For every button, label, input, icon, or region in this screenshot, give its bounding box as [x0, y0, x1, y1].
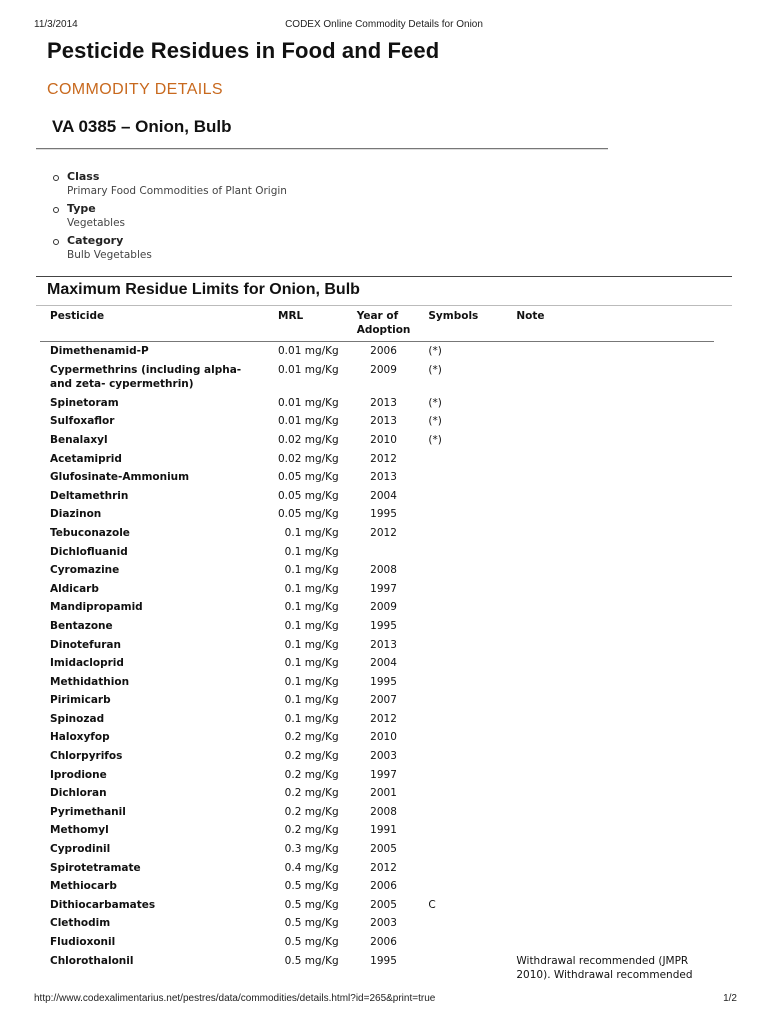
symbols-cell: (*) [428, 396, 442, 409]
note-cell [506, 487, 714, 506]
pesticide-cell: Spirotetramate [50, 861, 141, 874]
mrl-cell: 0.5 mg/Kg [284, 898, 339, 911]
symbols-cell [418, 933, 506, 952]
table-row [40, 342, 714, 361]
mrl-cell: 0.01 mg/Kg [278, 363, 339, 376]
detail-value: Primary Food Commodities of Plant Origin [67, 185, 287, 197]
table-row [40, 784, 714, 803]
note-cell [506, 654, 714, 673]
table-header-row [40, 306, 714, 342]
symbols-cell [418, 598, 506, 617]
mrl-cell: 0.2 mg/Kg [284, 787, 339, 800]
pesticide-cell: Cyromazine [50, 564, 120, 577]
note-cell [506, 840, 714, 859]
column-header-mrl: MRL [268, 306, 347, 342]
table-row [40, 933, 714, 952]
symbols-cell [418, 728, 506, 747]
year-cell: 1995 [370, 675, 397, 688]
table-row [40, 728, 714, 747]
table-row [40, 487, 714, 506]
mrl-cell: 0.5 mg/Kg [284, 917, 339, 930]
table-row [40, 710, 714, 729]
mrl-cell: 0.3 mg/Kg [284, 843, 339, 856]
year-cell: 1991 [370, 824, 397, 837]
pesticide-cell: Chlorpyrifos [50, 750, 123, 763]
symbols-cell [418, 747, 506, 766]
symbols-cell: (*) [428, 363, 442, 376]
year-cell: 1995 [370, 954, 397, 967]
note-cell [506, 710, 714, 729]
year-cell: 2012 [370, 526, 397, 539]
detail-item-type [50, 201, 287, 230]
note-cell [506, 561, 714, 580]
pesticide-cell: Fludioxonil [50, 936, 116, 948]
symbols-cell [418, 840, 506, 859]
symbols-cell [418, 487, 506, 506]
mrl-cell: 0.5 mg/Kg [284, 880, 339, 893]
pesticide-cell: Sulfoxaflor [50, 415, 115, 428]
mrl-cell: 0.02 mg/Kg [278, 452, 339, 465]
pesticide-cell: Dinotefuran [50, 638, 121, 651]
table-row [40, 524, 714, 543]
symbols-cell [418, 914, 506, 933]
table-row [40, 617, 714, 636]
table-row [40, 431, 714, 450]
pesticide-cell: Dimethenamid-P [50, 345, 149, 357]
detail-item-category [50, 233, 287, 262]
note-cell [506, 784, 714, 803]
note-cell [506, 636, 714, 655]
mrl-cell: 0.1 mg/Kg [284, 694, 339, 707]
table-row [40, 636, 714, 655]
column-header-note: Note [506, 306, 714, 342]
note-cell [506, 803, 714, 822]
pesticide-cell: Imidacloprid [50, 657, 124, 670]
pesticide-cell: Methiocarb [50, 880, 117, 893]
pesticide-cell: Spinozad [50, 712, 105, 725]
table-row [40, 543, 714, 562]
note-cell [506, 543, 714, 562]
note-cell [506, 933, 714, 952]
pesticide-cell: Bentazone [50, 619, 113, 632]
mrl-cell: 0.01 mg/Kg [278, 396, 339, 409]
mrl-table [40, 306, 714, 985]
print-url: http://www.codexalimentarius.net/pestres/data/commodities/details.html?id=265&print=true [34, 993, 436, 1004]
note-cell [506, 598, 714, 617]
year-cell: 2007 [370, 694, 397, 707]
note-cell [506, 747, 714, 766]
mrl-cell: 0.2 mg/Kg [284, 768, 339, 781]
year-cell: 2013 [370, 415, 397, 428]
symbols-cell [418, 617, 506, 636]
detail-term: Category [67, 234, 124, 247]
year-cell: 2009 [370, 363, 397, 376]
table-row [40, 803, 714, 822]
pesticide-cell: Haloxyfop [50, 731, 110, 744]
pesticide-cell: Dichloran [50, 787, 107, 800]
year-cell: 1995 [370, 619, 397, 632]
commodity-details-list [50, 169, 287, 265]
year-cell: 2012 [370, 861, 397, 874]
table-row [40, 450, 714, 469]
mrl-cell: 0.1 mg/Kg [284, 601, 339, 614]
pesticide-cell: Tebuconazole [50, 526, 130, 539]
note-cell [506, 617, 714, 636]
pesticide-cell: Chlorothalonil [50, 954, 134, 967]
table-row [40, 394, 714, 413]
year-cell: 2006 [370, 880, 397, 893]
year-cell: 2003 [370, 750, 397, 763]
mrl-cell: 0.5 mg/Kg [284, 954, 339, 967]
pesticide-cell: Diazinon [50, 508, 102, 521]
pesticide-cell: Pirimicarb [50, 694, 111, 707]
symbols-cell [418, 784, 506, 803]
note-cell [506, 673, 714, 692]
mrl-cell: 0.05 mg/Kg [278, 508, 339, 521]
pesticide-cell: Pyrimethanil [50, 805, 126, 818]
note-cell [506, 412, 714, 431]
table-row [40, 747, 714, 766]
pesticide-cell: Glufosinate-Ammonium [50, 471, 190, 484]
mrl-cell: 0.1 mg/Kg [284, 564, 339, 577]
mrl-cell: 0.05 mg/Kg [278, 489, 339, 502]
note-cell [506, 859, 714, 878]
note-cell [506, 766, 714, 785]
symbols-cell [418, 710, 506, 729]
year-cell: 2004 [370, 657, 397, 670]
table-row [40, 914, 714, 933]
symbols-cell [418, 654, 506, 673]
year-cell: 2009 [370, 601, 397, 614]
mrl-cell: 0.1 mg/Kg [284, 619, 339, 632]
year-cell: 2013 [370, 638, 397, 651]
table-row [40, 952, 714, 985]
detail-value: Bulb Vegetables [67, 249, 152, 261]
mrl-cell: 0.2 mg/Kg [284, 731, 339, 744]
table-row [40, 840, 714, 859]
table-row [40, 598, 714, 617]
note-cell [506, 914, 714, 933]
mrl-cell: 0.1 mg/Kg [284, 712, 339, 725]
table-row [40, 766, 714, 785]
note-cell [506, 580, 714, 599]
symbols-cell [418, 543, 506, 562]
year-cell: 2005 [370, 843, 397, 856]
page-number: 1/2 [723, 993, 737, 1004]
mrl-cell: 0.2 mg/Kg [284, 805, 339, 818]
detail-item-class [50, 169, 287, 198]
note-cell [506, 877, 714, 896]
page-title: Pesticide Residues in Food and Feed [47, 38, 440, 63]
table-row [40, 859, 714, 878]
symbols-cell [418, 952, 506, 985]
symbols-cell [418, 766, 506, 785]
year-cell: 2001 [370, 787, 397, 800]
year-cell: 2008 [370, 805, 397, 818]
symbols-cell [418, 561, 506, 580]
year-cell: 2006 [370, 345, 397, 357]
year-cell: 2004 [370, 489, 397, 502]
mrl-cell: 0.4 mg/Kg [284, 861, 339, 874]
year-cell: 2010 [370, 731, 397, 744]
section-label: COMMODITY DETAILS [47, 81, 224, 98]
symbols-cell [418, 636, 506, 655]
pesticide-cell: Methidathion [50, 675, 130, 688]
table-row [40, 896, 714, 915]
note-cell: Withdrawal recommended (JMPR 2010). Withdrawal recommended [516, 954, 693, 982]
mrl-cell: 0.05 mg/Kg [278, 471, 339, 484]
symbols-cell [418, 859, 506, 878]
table-row [40, 673, 714, 692]
pesticide-cell: Dithiocarbamates [50, 898, 156, 911]
note-cell [506, 431, 714, 450]
pesticide-cell: Methomyl [50, 824, 109, 837]
year-cell: 2008 [370, 564, 397, 577]
note-cell [506, 524, 714, 543]
year-cell [347, 543, 419, 562]
mrl-section-title: Maximum Residue Limits for Onion, Bulb [47, 281, 360, 298]
symbols-cell [418, 505, 506, 524]
symbols-cell [418, 803, 506, 822]
symbols-cell: (*) [428, 345, 442, 357]
table-row [40, 505, 714, 524]
symbols-cell [418, 821, 506, 840]
print-document-title: CODEX Online Commodity Details for Onion [285, 19, 483, 30]
year-cell: 2003 [370, 917, 397, 930]
table-row [40, 580, 714, 599]
detail-term: Class [67, 170, 100, 183]
detail-term: Type [67, 202, 96, 215]
symbols-cell [418, 450, 506, 469]
mrl-cell: 0.1 mg/Kg [284, 582, 339, 595]
note-cell [506, 450, 714, 469]
year-cell: 2005 [370, 898, 397, 911]
pesticide-cell: Dichlofluanid [50, 545, 128, 558]
table-row [40, 468, 714, 487]
table-row [40, 412, 714, 431]
year-cell: 2013 [370, 471, 397, 484]
note-cell [506, 342, 714, 361]
commodity-title: VA 0385 – Onion, Bulb [52, 117, 232, 136]
table-row [40, 877, 714, 896]
pesticide-cell: Benalaxyl [50, 433, 108, 446]
column-header-symbols: Symbols [418, 306, 506, 342]
mrl-cell: 0.5 mg/Kg [284, 936, 339, 948]
mrl-cell: 0.1 mg/Kg [284, 526, 339, 539]
note-cell [506, 896, 714, 915]
table-row [40, 561, 714, 580]
column-header-year: Year of Adoption [347, 306, 419, 342]
pesticide-cell: Aldicarb [50, 582, 99, 595]
year-cell: 2013 [370, 396, 397, 409]
print-date: 11/3/2014 [34, 19, 78, 30]
table-row [40, 691, 714, 710]
pesticide-cell: Acetamiprid [50, 452, 122, 465]
mrl-cell: 0.01 mg/Kg [278, 345, 339, 357]
symbols-cell [418, 673, 506, 692]
mrl-cell: 0.2 mg/Kg [284, 750, 339, 763]
note-cell [506, 691, 714, 710]
symbols-cell [418, 877, 506, 896]
year-cell: 2012 [370, 452, 397, 465]
pesticide-cell: Cypermethrins (including alpha- and zeta- cypermethrin) [50, 363, 242, 391]
year-cell: 1995 [370, 508, 397, 521]
symbols-cell: (*) [428, 415, 442, 428]
note-cell [506, 505, 714, 524]
pesticide-cell: Cyprodinil [50, 843, 111, 856]
table-row [40, 361, 714, 394]
note-cell [506, 468, 714, 487]
symbols-cell [418, 580, 506, 599]
pesticide-cell: Deltamethrin [50, 489, 129, 502]
year-cell: 1997 [370, 582, 397, 595]
table-row [40, 654, 714, 673]
pesticide-cell: Mandipropamid [50, 601, 143, 614]
mrl-cell: 0.02 mg/Kg [278, 433, 339, 446]
pesticide-cell: Spinetoram [50, 396, 119, 409]
symbols-cell: C [428, 898, 436, 911]
symbols-cell [418, 524, 506, 543]
year-cell: 1997 [370, 768, 397, 781]
pesticide-cell: Clethodim [50, 917, 111, 930]
note-cell [506, 728, 714, 747]
symbols-cell [418, 468, 506, 487]
mrl-cell: 0.1 mg/Kg [284, 657, 339, 670]
detail-value: Vegetables [67, 217, 126, 229]
note-cell [506, 361, 714, 394]
mrl-section-divider [36, 276, 732, 277]
year-cell: 2010 [370, 433, 397, 446]
mrl-cell: 0.01 mg/Kg [278, 415, 339, 428]
symbols-cell [418, 691, 506, 710]
note-cell [506, 394, 714, 413]
mrl-cell: 0.1 mg/Kg [284, 638, 339, 651]
note-cell [506, 821, 714, 840]
mrl-cell: 0.1 mg/Kg [284, 675, 339, 688]
symbols-cell: (*) [428, 433, 442, 446]
year-cell: 2006 [370, 936, 397, 948]
year-cell: 2012 [370, 712, 397, 725]
pesticide-cell: Iprodione [50, 768, 107, 781]
mrl-cell: 0.2 mg/Kg [284, 824, 339, 837]
mrl-table-body [40, 342, 714, 985]
column-header-pesticide: Pesticide [40, 306, 268, 342]
title-divider [36, 148, 608, 150]
table-row [40, 821, 714, 840]
mrl-cell: 0.1 mg/Kg [284, 545, 339, 558]
